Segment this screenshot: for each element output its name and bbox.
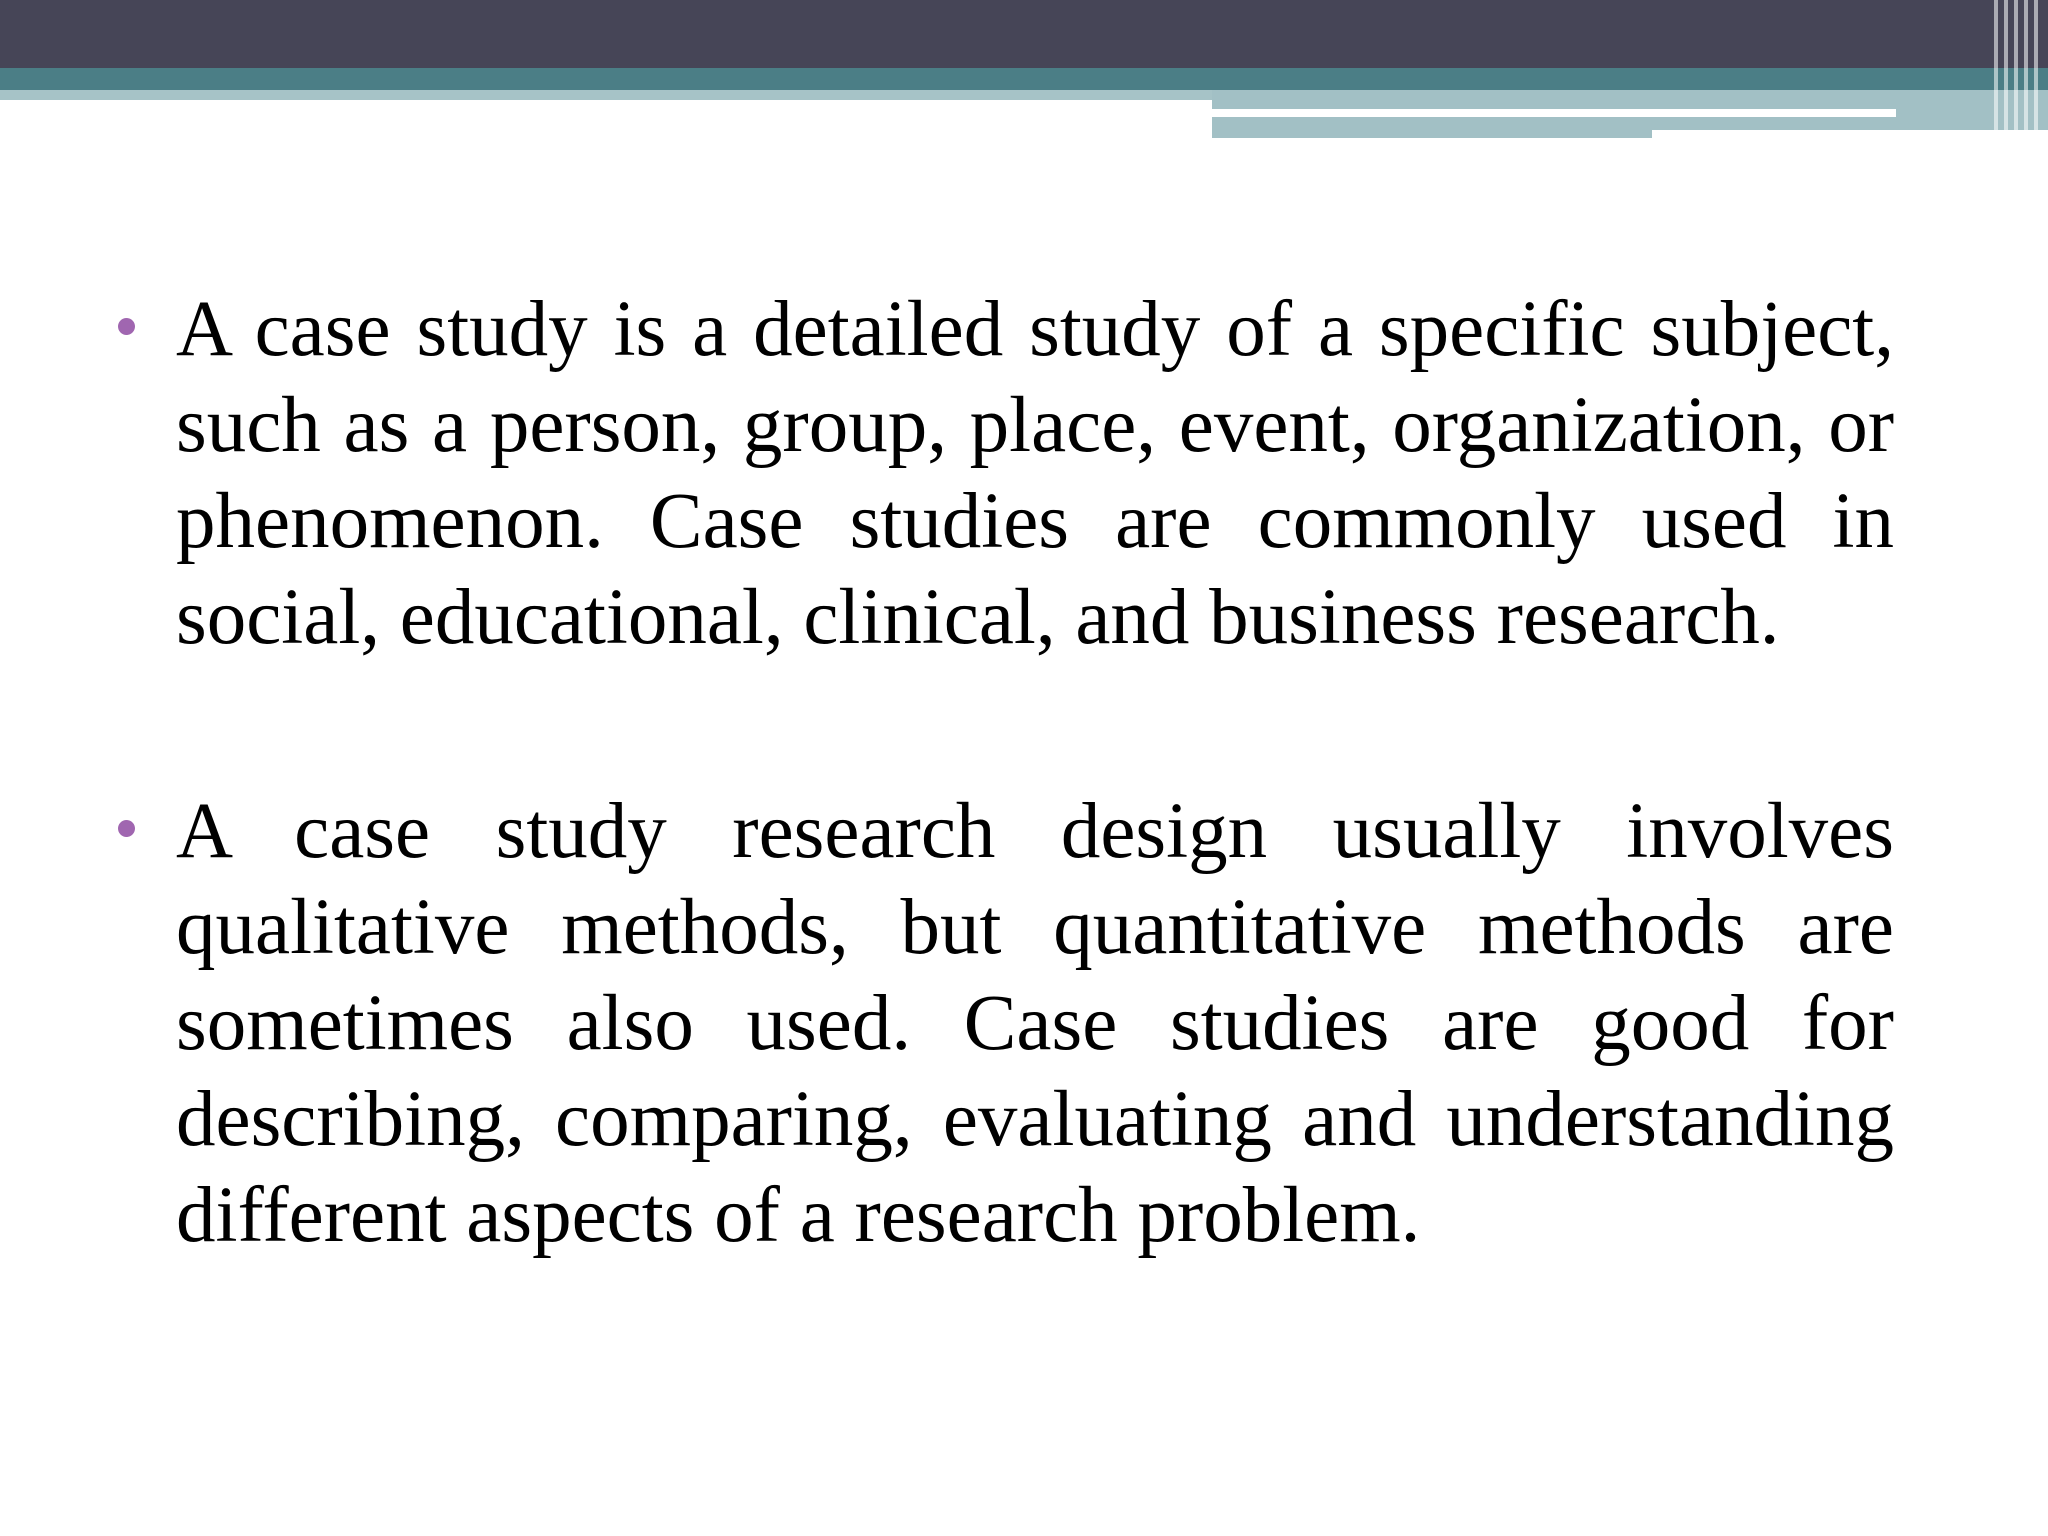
header-bar-light [0,90,1212,100]
bullet-item [118,282,1894,666]
header-stripe [1212,109,1896,117]
bullet-item [118,784,1894,1264]
header-bar-teal [0,68,2048,90]
bullet-text: A case study is a detailed study of a specific subject, such as a person, group, place, event, organization, or phenomenon. Case studies are commonly used in social, educational, clinical, and business research. [176,286,1894,661]
header-bar-dark [0,0,2048,68]
bullet-dot-icon [118,318,135,335]
header-vertical-lines [1988,0,2048,140]
bullet-dot-icon [118,820,135,837]
bullet-text: A case study research design usually involves qualitative methods, but quantitative methods are sometimes also used. Case studies are good for describing, comparing, evaluating and understanding different aspects of a research problem. [176,788,1894,1259]
slide-body [118,282,1894,1382]
slide-header-decoration [0,0,2048,145]
